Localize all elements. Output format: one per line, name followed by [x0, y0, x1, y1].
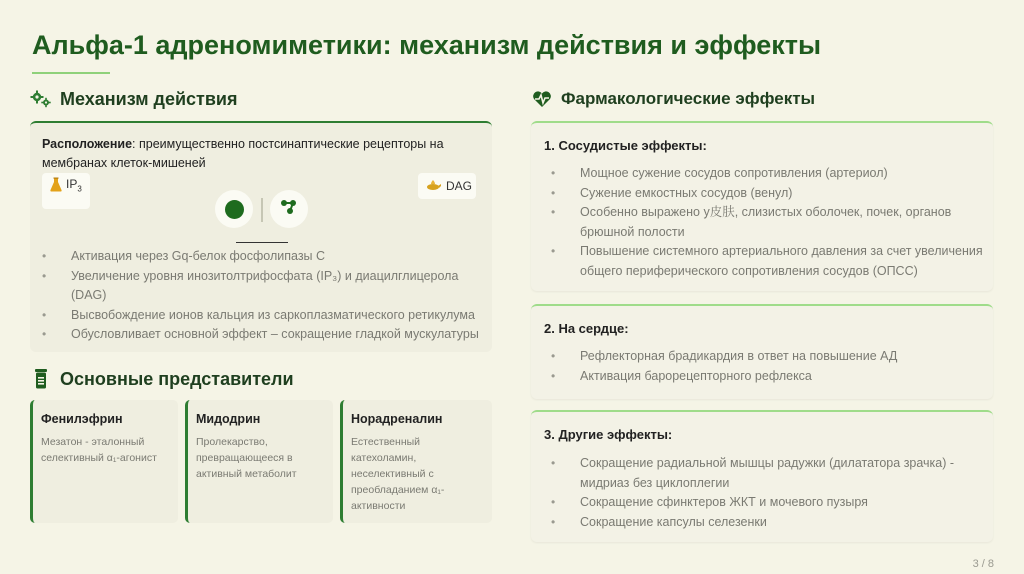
representative-card	[185, 400, 333, 523]
list-item: • Особенно выражено у皮肤, слизистых оболочек, почек, органов брюшной полости	[551, 203, 991, 242]
representative-card	[340, 400, 492, 523]
mechanism-heading	[30, 88, 238, 110]
share-nodes-icon	[279, 198, 299, 221]
list-item: • Повышение системного артериального давления за счет увеличения общего периферического сопротивления сосудов (ОПСС)	[551, 242, 991, 281]
effects-heading	[531, 88, 815, 110]
list-item: • Сужение емкостных сосудов (венул)	[551, 184, 991, 204]
effects-card-heart	[531, 304, 993, 399]
representative-description: Пролекарство, превращающееся в активный метаболит	[196, 436, 297, 480]
representatives-heading	[30, 368, 294, 390]
divider	[261, 198, 263, 222]
effects-heading-label: Фармакологические эффекты	[561, 89, 816, 108]
representative-card	[30, 400, 178, 523]
receptor-left	[215, 190, 253, 228]
list-item: • Активация барорецепторного рефлекса	[551, 367, 991, 387]
representative-description: Естественный катехоламин, неселективный с преобладанием α₁-активности	[351, 436, 445, 512]
location-text	[42, 135, 482, 173]
effects-bullets	[551, 347, 991, 386]
dag-label: DAG	[446, 179, 473, 193]
effects-card-title: 1. Сосудистые эффекты:	[544, 138, 707, 153]
representative-name: Фенилэфрин	[41, 412, 123, 426]
representative-name: Норадреналин	[351, 412, 443, 426]
list-item: • Обусловливает основной эффект – сокращение гладкой мускулатуры	[42, 325, 490, 345]
effects-card-vascular	[531, 121, 993, 291]
underline-bar	[236, 242, 288, 243]
page-number: 3 / 8	[972, 558, 994, 570]
slide-title: Альфа-1 адреномиметики: механизм действия и эффекты	[32, 30, 822, 60]
mechanism-card	[30, 121, 492, 352]
list-item: • Сокращение сфинктеров ЖКТ и мочевого пузыря	[551, 493, 991, 513]
mechanism-bullets	[42, 247, 490, 345]
oil-lamp-icon	[426, 179, 442, 194]
list-item: • Активация через Gq-белок фосфолипазы С	[42, 247, 490, 267]
flask-icon	[50, 177, 62, 195]
ip3-label: $IP_3$	[66, 177, 82, 194]
list-item: • Сокращение радиальной мышцы радужки (дилататора зрачка) - мидриаз без циклоплегии	[551, 454, 991, 493]
list-item: • Рефлекторная брадикардия в ответ на повышение АД	[551, 347, 991, 367]
effects-card-other	[531, 410, 993, 542]
list-item: • Увеличение уровня инозитолтрифосфата (IP₃) и диацилглицерола (DAG)	[42, 267, 490, 306]
representative-description: Мезатон - эталонный селективный α₁-агонист	[41, 436, 157, 464]
receptor-right	[270, 190, 308, 228]
effects-bullets	[551, 454, 991, 532]
mechanism-heading-label: Механизм действия	[60, 88, 238, 109]
title-underline	[32, 72, 110, 74]
representative-name: Мидодрин	[196, 412, 261, 426]
location-description: : преимущественно постсинаптические рецепторы на мембранах клеток-мишеней	[42, 137, 444, 170]
representatives-heading-label: Основные представители	[60, 368, 294, 389]
pills-icon	[30, 368, 52, 390]
dag-chip	[418, 173, 476, 199]
effects-card-title: 2. На сердце:	[544, 321, 629, 336]
list-item: • Высвобождение ионов кальция из саркоплазматического ретикулума	[42, 306, 490, 326]
gears-icon	[30, 88, 52, 110]
effects-card-title: 3. Другие эффекты:	[544, 427, 673, 442]
effects-bullets	[551, 164, 991, 281]
location-label: Расположение	[42, 137, 133, 151]
heart-pulse-icon	[531, 88, 553, 110]
list-item: • Сокращение капсулы селезенки	[551, 513, 991, 533]
circle-icon	[225, 200, 244, 219]
list-item: • Мощное сужение сосудов сопротивления (артериол)	[551, 164, 991, 184]
ip3-chip	[42, 173, 90, 209]
